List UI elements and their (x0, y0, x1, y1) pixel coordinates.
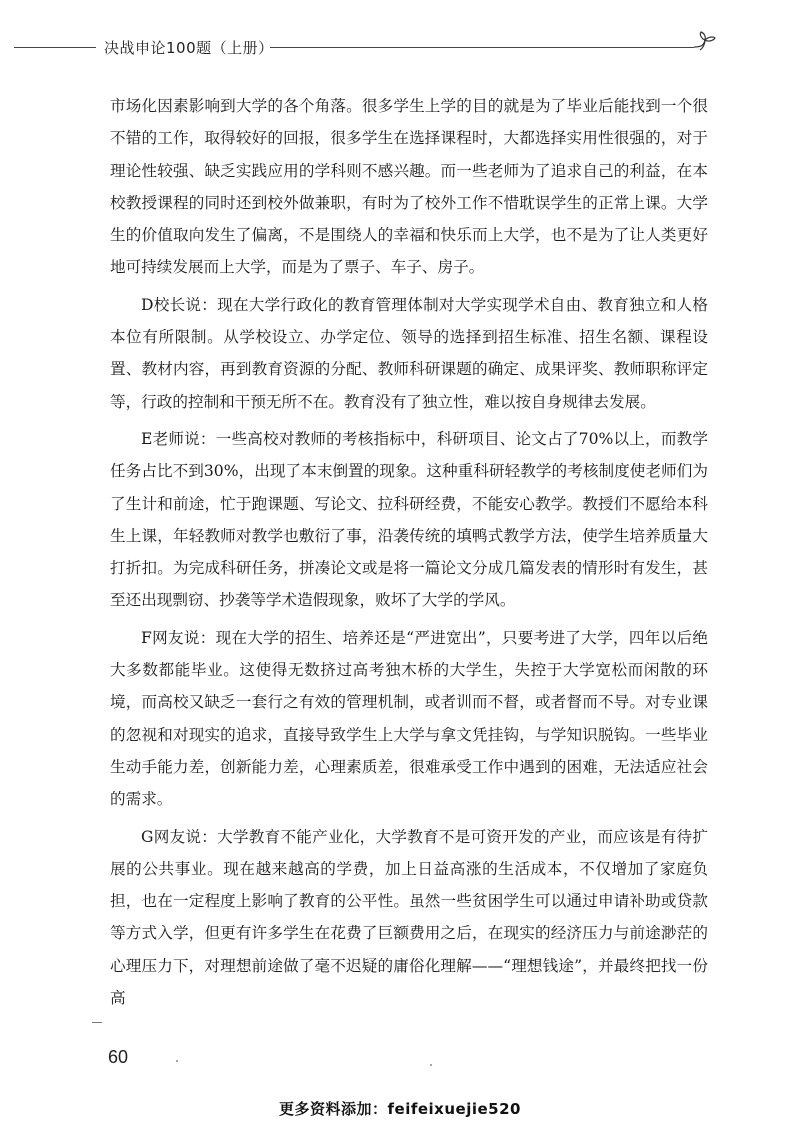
resource-notice: 更多资料添加：feifeixuejie520 (279, 1100, 521, 1118)
running-header (14, 36, 714, 58)
paragraph-principal-d: D校长说：现在大学行政化的教育管理体制对大学实现学术自由、教育独立和人格本位有所限制。从学校设立、办学定位、领导的选择到招生标准、招生名额、课程设置、教材内容，再到教育资源的分配、教师科研课题的确定、成果评奖、教师职称评定等，行政的控制和干预无所不在。教育没有了独立性，难以按自身规律去发展。 (110, 295, 708, 411)
header-rule-left (14, 47, 96, 48)
scan-speck (176, 1060, 178, 1062)
paragraph-netizen-f: F网友说：现在大学的招生、培养还是“严进宽出”，只要考进了大学，四年以后绝大多数都能毕业。这使得无数挤过高考独木桥的大学生，失控于大学宽松而闲散的环境，而高校又缺乏一套行之有效的管理机制，或者训而不督，或者督而不导。对专业课的忽视和对现实的追求，直接导致学生上大学与拿文凭挂钩，与学知识脱钩。一些毕业生动手能力差，创新能力差，心理素质差，很难承受工作中遇到的困难，无法适应社会的需求。 (110, 628, 708, 809)
book-title: 决战申论100题（上册） (104, 39, 274, 57)
scan-speck (430, 1064, 432, 1066)
page-number: 60 (108, 1047, 129, 1067)
paragraph-netizen-g: G网友说：大学教育不能产业化，大学教育不是可资开发的产业，而应该是有待扩展的公共事业。现在越来越高的学费，加上日益高涨的生活成本，不仅增加了家庭负担，也在一定程度上影响了教育的公平性。虽然一些贫困学生可以通过申请补助或贷款等方式入学，但更有许多学生在花费了巨额费用之后，在现实的经济压力与前途渺茫的心理压力下，对理想前途做了毫不迟疑的庸俗化理解——“理想钱途”，并最终把找一份高 (110, 827, 708, 1008)
sprout-icon (690, 30, 718, 56)
paragraph-intro: 市场化因素影响到大学的各个角落。很多学生上学的目的就是为了毕业后能找到一个很不错的工作，取得较好的回报，很多学生在选择课程时，大都选择实用性很强的，对于理论性较强、缺乏实践应用的学科则不感兴趣。而一些老师为了追求自己的利益，在本校教授课程的同时还到校外做兼职，有时为了校外工作不惜耽误学生的正常上课。大学生的价值取向发生了偏离，不是围绕人的幸福和快乐而上大学，也不是为了让人类更好地可持续发展而上大学，而是为了票子、车子、房子。 (110, 97, 708, 277)
header-rule-right (270, 47, 694, 48)
body-text (110, 90, 708, 1019)
footer-mark (92, 1022, 102, 1023)
paragraph-teacher-e: E老师说：一些高校对教师的考核指标中，科研项目、论文占了70%以上，而教学任务占比不到30%，出现了本末倒置的现象。这种重科研轻教学的考核制度使老师们为了生计和前途，忙于跑课题、写论文、拉科研经费，不能安心教学。教授们不愿给本科生上课，年轻教师对教学也敷衍了事，沿袭传统的填鸭式教学方法，使学生培养质量大打折扣。为完成科研任务，拼凑论文或是将一篇论文分成几篇发表的情形时有发生，甚至还出现剽窃、抄袭等学术造假现象，败坏了大学的学风。 (110, 429, 708, 610)
